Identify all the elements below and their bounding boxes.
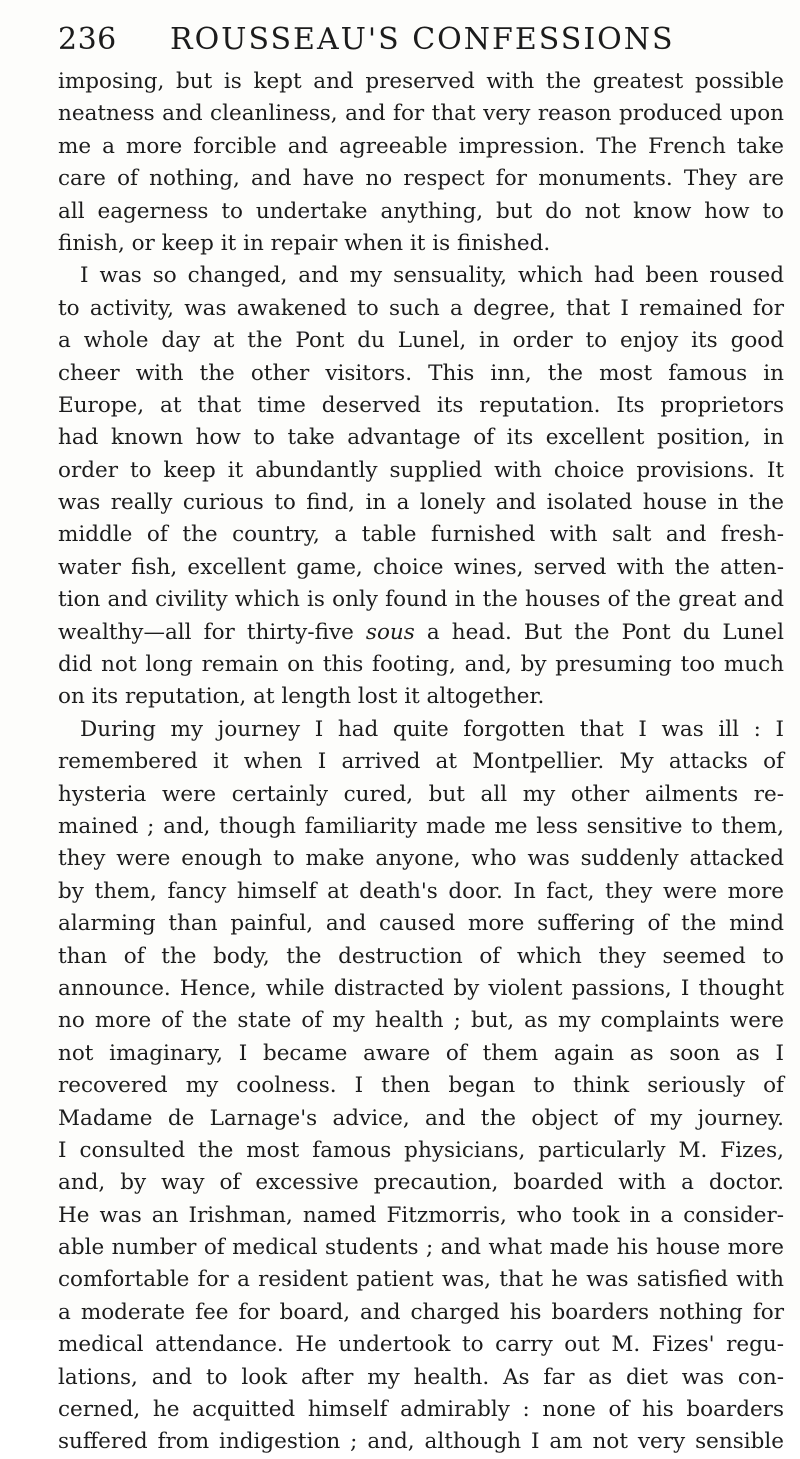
text-line: was really curious to find, in a lonely and isolated house in the <box>58 490 784 516</box>
text-line: they were enough to make anyone, who was suddenly attacked <box>58 846 784 872</box>
text-line: Europe, at that time deserved its reputation. Its proprietors <box>58 392 784 418</box>
text-line: Madame de Larnage's advice, and the object of my journey. <box>58 1105 784 1131</box>
text-line: had known how to take advantage of its excellent position, in <box>58 425 784 451</box>
text-line-with-italic <box>58 617 784 649</box>
italic-word: sous <box>365 619 415 645</box>
paragraph-start-line: I was so changed, and my sensuality, which had been roused <box>80 263 784 289</box>
page-header <box>58 20 778 64</box>
text-line: alarming than painful, and caused more suffering of the mind <box>58 911 784 937</box>
text-segment: wealthy—all for thirty-five <box>58 619 366 645</box>
text-line: water fish, excellent game, choice wines, served with the atten- <box>58 554 784 580</box>
text-line: hysteria were certainly cured, but all my other ailments re- <box>58 781 784 807</box>
text-line: mained ; and, though familiarity made me less sensitive to them, <box>58 813 784 839</box>
body-text <box>58 66 784 1459</box>
page-number: 236 <box>58 22 117 57</box>
text-line: not imaginary, I became aware of them again as soon as I <box>58 1040 784 1066</box>
text-line: remembered it when I arrived at Montpellier. My attacks of <box>58 749 784 775</box>
text-line: me a more forcible and agreeable impression. The French take <box>58 133 784 159</box>
text-line: suffered from indigestion ; and, although I am not very sensible <box>58 1429 784 1455</box>
text-line: announce. Hence, while distracted by violent passions, I thought <box>58 975 784 1001</box>
text-line: lations, and to look after my health. As far as diet was con- <box>58 1364 784 1390</box>
text-line: tion and civility which is only found in the houses of the great and <box>58 587 784 613</box>
text-line: by them, fancy himself at death's door. In fact, they were more <box>58 878 784 904</box>
text-line: middle of the country, a table furnished with salt and fresh- <box>58 522 784 548</box>
paragraph-start-line: During my journey I had quite forgotten that I was ill : I <box>80 716 784 742</box>
paragraph-end-line: finish, or keep it in repair when it is finished. <box>58 230 551 256</box>
text-line: neatness and cleanliness, and for that very reason produced upon <box>58 101 784 127</box>
text-line: a whole day at the Pont du Lunel, in order to enjoy its good <box>58 328 784 354</box>
text-line: medical attendance. He undertook to carry out M. Fizes' regu- <box>58 1332 784 1358</box>
text-line: to activity, was awakened to such a degree, that I remained for <box>58 295 784 321</box>
text-line: He was an Irishman, named Fitzmorris, who took in a consider- <box>58 1202 784 1228</box>
text-line: imposing, but is kept and preserved with the greatest possible <box>58 69 784 94</box>
text-line: recovered my coolness. I then began to think seriously of <box>58 1073 784 1099</box>
text-line: cheer with the other visitors. This inn, the most famous in <box>58 360 784 386</box>
text-line: no more of the state of my health ; but, as my complaints were <box>58 1008 784 1034</box>
text-segment: a head. But the Pont du Lunel <box>414 619 784 645</box>
text-line: a moderate fee for board, and charged his boarders nothing for <box>58 1299 784 1325</box>
text-line: order to keep it abundantly supplied with choice provisions. It <box>58 457 784 483</box>
text-line: I consulted the most famous physicians, particularly M. Fizes, <box>58 1137 784 1163</box>
paragraph-end-line: on its reputation, at length lost it altogether. <box>58 684 545 710</box>
running-head: ROUSSEAU'S CONFESSIONS <box>170 22 675 57</box>
text-line: and, by way of excessive precaution, boarded with a doctor. <box>58 1170 784 1196</box>
text-line: comfortable for a resident patient was, that he was satisfied with <box>58 1267 784 1293</box>
text-line: cerned, he acquitted himself admirably : none of his boarders <box>58 1397 784 1423</box>
text-line: care of nothing, and have no respect for monuments. They are <box>58 166 784 192</box>
text-line: did not long remain on this footing, and, by presuming too much <box>58 652 784 678</box>
text-line: than of the body, the destruction of which they seemed to <box>58 943 784 969</box>
text-line: able number of medical students ; and what made his house more <box>58 1235 784 1261</box>
text-line: all eagerness to undertake anything, but do not know how to <box>58 198 784 224</box>
